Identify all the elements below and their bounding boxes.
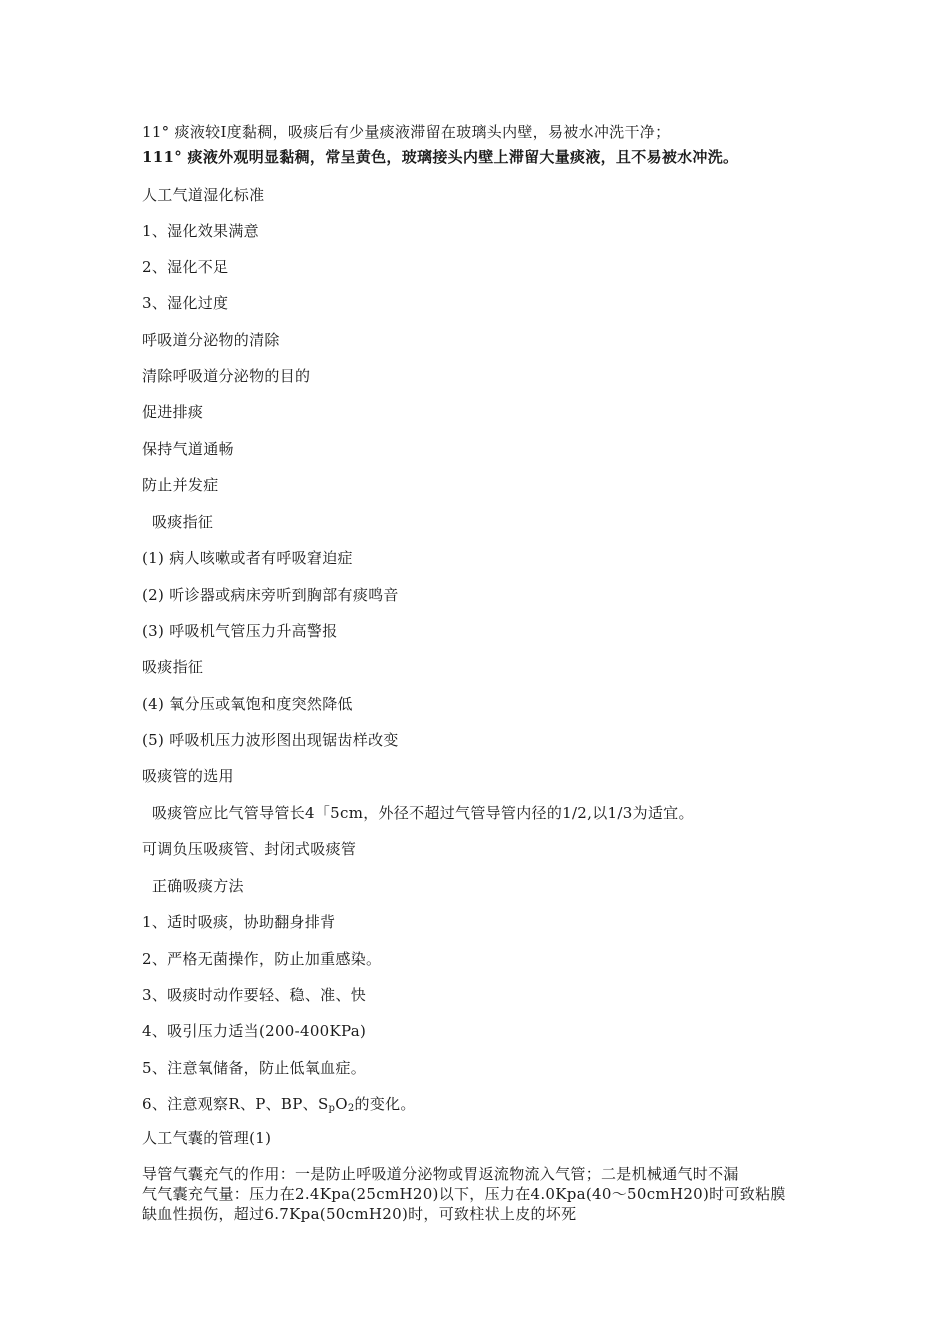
list-item: 1、适时吸痰，协助翻身排背 (142, 913, 336, 931)
subheading-purpose: 清除呼吸道分泌物的目的 (142, 367, 311, 385)
list-item: 2、湿化不足 (142, 258, 229, 276)
paragraph-line: 气气囊充气量：压力在2.4Kpa(25cmH20)以下，压力在4.0Kpa(40～50cmH20)时可致粘膜 (142, 1185, 786, 1203)
list-item: (5) 呼吸机压力波形图出现锯齿样改变 (142, 731, 399, 749)
text-line-2: 111° 痰液外观明显黏稠，常呈黄色，玻璃接头内壁上滞留大量痰液，且不易被水冲洗。 (142, 148, 739, 166)
paragraph-line: 导管气囊充气的作用：一是防止呼吸道分泌物或胃返流物流入气管；二是机械通气时不漏 (142, 1165, 739, 1183)
subheading-catheter-selection: 吸痰管的选用 (142, 767, 234, 785)
section-heading-secretion-clearance: 呼吸道分泌物的清除 (142, 331, 280, 349)
list-item: 2、严格无菌操作，防止加重感染。 (142, 950, 382, 968)
list-item: 5、注意氧储备，防止低氧血症。 (142, 1059, 367, 1077)
subheading-suction-indications: 吸痰指征 (152, 513, 214, 531)
list-item: 3、湿化过度 (142, 294, 229, 312)
list-item: (2) 听诊器或病床旁听到胸部有痰鸣音 (142, 586, 399, 604)
subheading-suction-indications-2: 吸痰指征 (142, 658, 204, 676)
vitals-tail: 的变化。 (354, 1095, 416, 1113)
list-item: 防止并发症 (142, 476, 219, 494)
list-item: 4、吸引压力适当(200-400KPa) (142, 1022, 367, 1040)
section-heading-humidification: 人工气道湿化标准 (142, 186, 265, 204)
list-item: 保持气道通畅 (142, 440, 234, 458)
list-item: (3) 呼吸机气管压力升高警报 (142, 622, 338, 640)
vitals-text: 6、注意观察R、P、BP、S (142, 1095, 329, 1113)
text-line: 可调负压吸痰管、封闭式吸痰管 (142, 840, 357, 858)
text-line: 吸痰管应比气管导管长4「5cm，外径不超过气管导管内径的1/2,以1/3为适宜。 (152, 804, 694, 822)
list-item: (1) 病人咳嗽或者有呼吸窘迫症 (142, 549, 353, 567)
spo2-o: O (335, 1095, 348, 1113)
spo2-subscript-2: 2 (347, 1103, 355, 1114)
list-item: 1、湿化效果满意 (142, 222, 259, 240)
spo2-subscript: p (328, 1103, 336, 1114)
text-line-1: 11° 痰液较Ⅰ度黏稠，吸痰后有少量痰液滞留在玻璃头内壁，易被水冲洗干净； (142, 123, 671, 141)
section-heading-cuff-management: 人工气囊的管理(1) (142, 1129, 272, 1147)
list-item: 3、吸痰时动作要轻、稳、准、快 (142, 986, 367, 1004)
list-item: 促进排痰 (142, 403, 204, 421)
list-item: (4) 氧分压或氧饱和度突然降低 (142, 695, 353, 713)
paragraph-line: 缺血性损伤，超过6.7Kpa(50cmH20)时，可致柱状上皮的坏死 (142, 1205, 577, 1223)
cuff-paragraph (142, 1164, 822, 1224)
list-item-vitals (142, 1095, 416, 1118)
subheading-correct-suction-method: 正确吸痰方法 (152, 877, 244, 895)
